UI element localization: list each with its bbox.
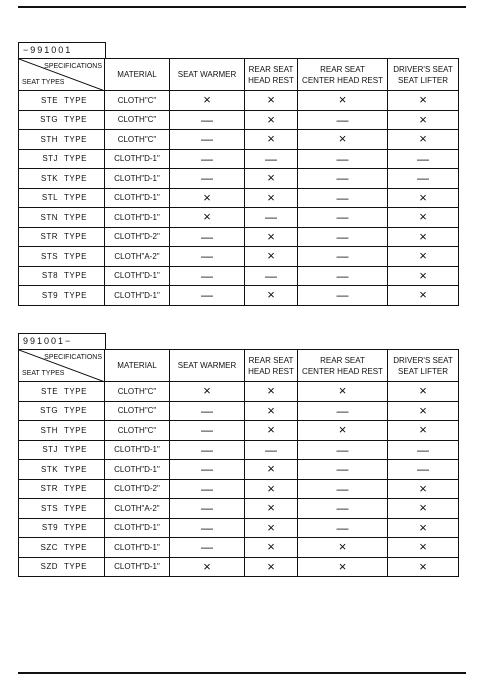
seat-type-cell: [19, 518, 105, 538]
seat-type-cell: [19, 266, 105, 286]
corner-header: [19, 59, 105, 91]
equipped-mark: ×: [419, 480, 427, 496]
seat-code: ST8: [41, 271, 59, 281]
not-equipped-mark: —: [201, 423, 213, 438]
not-equipped-mark: —: [336, 403, 349, 418]
not-equipped-mark: —: [201, 501, 213, 516]
rear-center-head-rest-cell: [298, 401, 388, 421]
equipped-mark: ×: [338, 558, 347, 574]
rear-head-rest-cell: [245, 286, 298, 306]
seat-warmer-cell: [170, 247, 245, 267]
material-cell: CLOTH"C": [105, 401, 170, 421]
equipped-mark: ×: [419, 92, 427, 108]
seat-code: STH: [40, 134, 59, 144]
seat-code: STS: [40, 251, 59, 261]
rear-head-rest-cell: [245, 538, 298, 558]
not-equipped-mark: —: [336, 190, 349, 205]
seat-types-label: SEAT TYPES: [22, 370, 65, 377]
rear-head-rest-cell: [245, 440, 298, 460]
equipped-mark: ×: [338, 422, 347, 438]
rear-head-rest-header: REAR SEAT HEAD REST: [245, 59, 298, 91]
rear-head-rest-cell: [245, 460, 298, 480]
type-label: TYPE: [64, 95, 87, 105]
material-header: MATERIAL: [105, 59, 170, 91]
seat-warmer-cell: [170, 440, 245, 460]
rear-center-head-rest-cell: [298, 247, 388, 267]
material-cell: CLOTH"D-1": [105, 538, 170, 558]
equipped-mark: ×: [267, 383, 275, 399]
not-equipped-mark: —: [417, 171, 429, 186]
rear-center-head-rest-cell: [298, 538, 388, 558]
equipped-mark: ×: [419, 189, 427, 205]
equipped-mark: ×: [267, 287, 275, 303]
not-equipped-mark: —: [265, 442, 277, 457]
seat-warmer-cell: [170, 382, 245, 402]
not-equipped-mark: —: [417, 151, 429, 166]
not-equipped-mark: —: [336, 151, 349, 166]
table-row: [19, 518, 459, 538]
material-cell: CLOTH"D-1": [105, 440, 170, 460]
seat-type-cell: [19, 382, 105, 402]
rear-center-head-rest-cell: [298, 149, 388, 169]
table-body: [19, 382, 459, 577]
table-body: [19, 91, 459, 306]
seat-code: STG: [40, 406, 59, 416]
equipped-mark: ×: [267, 402, 275, 418]
seat-warmer-cell: [170, 188, 245, 208]
rear-head-rest-cell: [245, 188, 298, 208]
table-row: [19, 169, 459, 189]
equipped-mark: ×: [338, 539, 347, 555]
type-label: TYPE: [64, 386, 87, 396]
seat-warmer-header: SEAT WARMER: [170, 59, 245, 91]
type-label: TYPE: [64, 290, 87, 300]
rear-center-head-rest-cell: [298, 208, 388, 228]
rear-head-rest-header: REAR SEAT HEAD REST: [245, 350, 298, 382]
seat-warmer-cell: [170, 208, 245, 228]
seat-code: STJ: [42, 445, 59, 455]
equipped-mark: ×: [267, 111, 275, 127]
seat-spec-table: [18, 58, 459, 306]
seat-code: STR: [40, 484, 59, 494]
rear-center-head-rest-cell: [298, 479, 388, 499]
model-code-range: −991001: [18, 42, 106, 58]
rear-center-head-rest-cell: [298, 188, 388, 208]
seat-code: STS: [40, 503, 59, 513]
rear-center-head-rest-header: REAR SEAT CENTER HEAD REST: [298, 350, 388, 382]
material-cell: CLOTH"D-1": [105, 188, 170, 208]
not-equipped-mark: —: [336, 442, 349, 457]
seat-code: STE: [40, 386, 59, 396]
seat-warmer-cell: [170, 266, 245, 286]
rear-head-rest-cell: [245, 266, 298, 286]
material-cell: CLOTH"D-1": [105, 169, 170, 189]
type-label: TYPE: [64, 464, 87, 474]
rear-head-rest-cell: [245, 149, 298, 169]
seat-types-label: SEAT TYPES: [22, 79, 65, 86]
table-row: [19, 286, 459, 306]
rear-center-head-rest-cell: [298, 460, 388, 480]
rear-head-rest-cell: [245, 227, 298, 247]
not-equipped-mark: —: [336, 249, 349, 264]
seat-type-cell: [19, 227, 105, 247]
equipped-mark: ×: [419, 228, 427, 244]
model-code-range: 991001−: [18, 333, 106, 349]
seat-warmer-cell: [170, 538, 245, 558]
equipped-mark: ×: [419, 402, 427, 418]
equipped-mark: ×: [267, 558, 275, 574]
equipped-mark: ×: [203, 209, 211, 225]
seat-code: STJ: [42, 154, 59, 164]
seat-type-cell: [19, 499, 105, 519]
equipped-mark: ×: [419, 558, 427, 574]
seat-warmer-cell: [170, 91, 245, 111]
rear-center-head-rest-cell: [298, 421, 388, 441]
not-equipped-mark: —: [201, 132, 213, 147]
rear-head-rest-cell: [245, 499, 298, 519]
seat-code: ST9: [41, 290, 59, 300]
seat-lifter-cell: [388, 110, 459, 130]
rear-center-head-rest-cell: [298, 110, 388, 130]
type-label: TYPE: [64, 193, 87, 203]
rear-center-head-rest-cell: [298, 91, 388, 111]
seat-warmer-header: SEAT WARMER: [170, 350, 245, 382]
type-label: TYPE: [64, 425, 87, 435]
rear-center-head-rest-cell: [298, 266, 388, 286]
seat-code: ST9: [41, 523, 59, 533]
seat-lifter-cell: [388, 460, 459, 480]
table-row: [19, 479, 459, 499]
seat-warmer-cell: [170, 286, 245, 306]
not-equipped-mark: —: [336, 171, 349, 186]
not-equipped-mark: —: [201, 462, 213, 477]
type-label: TYPE: [64, 523, 87, 533]
seat-type-cell: [19, 479, 105, 499]
seat-lifter-cell: [388, 149, 459, 169]
driver-seat-lifter-header: DRIVER'S SEAT SEAT LIFTER: [388, 350, 459, 382]
seat-lifter-cell: [388, 188, 459, 208]
rear-center-head-rest-cell: [298, 130, 388, 150]
table-row: [19, 227, 459, 247]
seat-type-cell: [19, 110, 105, 130]
rear-center-head-rest-cell: [298, 227, 388, 247]
spec-table-block-1: [18, 40, 459, 306]
equipped-mark: ×: [267, 461, 275, 477]
not-equipped-mark: —: [336, 112, 349, 127]
table-row: [19, 421, 459, 441]
seat-type-cell: [19, 91, 105, 111]
not-equipped-mark: —: [336, 268, 349, 283]
material-cell: CLOTH"D-1": [105, 286, 170, 306]
seat-type-cell: [19, 188, 105, 208]
table-row: [19, 266, 459, 286]
seat-warmer-cell: [170, 110, 245, 130]
type-label: TYPE: [64, 406, 87, 416]
seat-lifter-cell: [388, 227, 459, 247]
rear-center-head-rest-cell: [298, 518, 388, 538]
equipped-mark: ×: [267, 170, 275, 186]
seat-warmer-cell: [170, 421, 245, 441]
type-label: TYPE: [64, 251, 87, 261]
rear-center-head-rest-cell: [298, 557, 388, 577]
corner-header: [19, 350, 105, 382]
type-label: TYPE: [64, 271, 87, 281]
equipped-mark: ×: [267, 480, 275, 496]
seat-type-cell: [19, 208, 105, 228]
equipped-mark: ×: [267, 228, 275, 244]
rear-head-rest-cell: [245, 401, 298, 421]
seat-code: STE: [40, 95, 59, 105]
rear-head-rest-cell: [245, 382, 298, 402]
material-cell: CLOTH"C": [105, 421, 170, 441]
seat-lifter-cell: [388, 382, 459, 402]
seat-lifter-cell: [388, 266, 459, 286]
not-equipped-mark: —: [201, 249, 213, 264]
equipped-mark: ×: [203, 558, 211, 574]
not-equipped-mark: —: [417, 442, 429, 457]
table-row: [19, 382, 459, 402]
equipped-mark: ×: [203, 189, 211, 205]
seat-code: STR: [40, 232, 59, 242]
specifications-label: SPECIFICATIONS: [44, 63, 102, 70]
seat-type-cell: [19, 401, 105, 421]
not-equipped-mark: —: [201, 442, 213, 457]
not-equipped-mark: —: [336, 501, 349, 516]
not-equipped-mark: —: [201, 481, 213, 496]
equipped-mark: ×: [203, 383, 211, 399]
not-equipped-mark: —: [336, 288, 349, 303]
type-label: TYPE: [64, 232, 87, 242]
equipped-mark: ×: [419, 539, 427, 555]
equipped-mark: ×: [267, 539, 275, 555]
not-equipped-mark: —: [336, 520, 349, 535]
seat-warmer-cell: [170, 149, 245, 169]
seat-type-cell: [19, 538, 105, 558]
material-cell: CLOTH"C": [105, 382, 170, 402]
table-row: [19, 557, 459, 577]
seat-lifter-cell: [388, 440, 459, 460]
seat-type-cell: [19, 130, 105, 150]
type-label: TYPE: [64, 484, 87, 494]
rear-center-head-rest-header: REAR SEAT CENTER HEAD REST: [298, 59, 388, 91]
type-label: TYPE: [64, 115, 87, 125]
seat-lifter-cell: [388, 499, 459, 519]
not-equipped-mark: —: [201, 288, 213, 303]
type-label: TYPE: [64, 445, 87, 455]
rear-head-rest-cell: [245, 91, 298, 111]
type-label: TYPE: [64, 154, 87, 164]
type-label: TYPE: [64, 134, 87, 144]
seat-code: SZC: [40, 542, 59, 552]
rear-center-head-rest-cell: [298, 499, 388, 519]
seat-code: STL: [41, 193, 59, 203]
table-row: [19, 499, 459, 519]
not-equipped-mark: —: [201, 540, 213, 555]
material-cell: CLOTH"D-2": [105, 479, 170, 499]
not-equipped-mark: —: [336, 481, 349, 496]
type-label: TYPE: [64, 562, 87, 572]
seat-warmer-cell: [170, 479, 245, 499]
equipped-mark: ×: [419, 519, 427, 535]
seat-warmer-cell: [170, 401, 245, 421]
not-equipped-mark: —: [336, 229, 349, 244]
rear-center-head-rest-cell: [298, 440, 388, 460]
equipped-mark: ×: [419, 500, 427, 516]
equipped-mark: ×: [419, 422, 427, 438]
seat-lifter-cell: [388, 538, 459, 558]
seat-warmer-cell: [170, 460, 245, 480]
material-cell: CLOTH"D-1": [105, 460, 170, 480]
table-row: [19, 208, 459, 228]
seat-lifter-cell: [388, 421, 459, 441]
material-cell: CLOTH"C": [105, 110, 170, 130]
not-equipped-mark: —: [201, 151, 213, 166]
not-equipped-mark: —: [201, 229, 213, 244]
not-equipped-mark: —: [201, 520, 213, 535]
seat-code: STN: [40, 212, 59, 222]
material-cell: CLOTH"D-1": [105, 266, 170, 286]
not-equipped-mark: —: [201, 112, 213, 127]
seat-lifter-cell: [388, 518, 459, 538]
rear-head-rest-cell: [245, 518, 298, 538]
material-cell: CLOTH"C": [105, 130, 170, 150]
equipped-mark: ×: [267, 500, 275, 516]
top-rule: [18, 6, 466, 8]
seat-warmer-cell: [170, 499, 245, 519]
equipped-mark: ×: [419, 131, 427, 147]
not-equipped-mark: —: [336, 462, 349, 477]
material-header: MATERIAL: [105, 350, 170, 382]
spec-table-block-2: [18, 331, 459, 577]
not-equipped-mark: —: [265, 151, 277, 166]
seat-type-cell: [19, 557, 105, 577]
not-equipped-mark: —: [201, 268, 213, 283]
rear-head-rest-cell: [245, 110, 298, 130]
material-cell: CLOTH"D-1": [105, 518, 170, 538]
seat-type-cell: [19, 169, 105, 189]
rear-head-rest-cell: [245, 130, 298, 150]
seat-type-cell: [19, 247, 105, 267]
material-cell: CLOTH"D-1": [105, 557, 170, 577]
equipped-mark: ×: [267, 92, 275, 108]
table-row: [19, 149, 459, 169]
seat-warmer-cell: [170, 518, 245, 538]
seat-lifter-cell: [388, 130, 459, 150]
equipped-mark: ×: [419, 267, 427, 283]
table-row: [19, 91, 459, 111]
table-row: [19, 440, 459, 460]
table-row: [19, 460, 459, 480]
not-equipped-mark: —: [336, 210, 349, 225]
seat-warmer-cell: [170, 169, 245, 189]
equipped-mark: ×: [419, 111, 427, 127]
seat-lifter-cell: [388, 247, 459, 267]
equipped-mark: ×: [419, 287, 427, 303]
type-label: TYPE: [64, 503, 87, 513]
material-cell: CLOTH"A-2": [105, 499, 170, 519]
driver-seat-lifter-header: DRIVER'S SEAT SEAT LIFTER: [388, 59, 459, 91]
seat-lifter-cell: [388, 91, 459, 111]
equipped-mark: ×: [267, 519, 275, 535]
equipped-mark: ×: [267, 422, 275, 438]
table-row: [19, 538, 459, 558]
type-label: TYPE: [64, 542, 87, 552]
seat-code: STK: [40, 173, 59, 183]
rear-center-head-rest-cell: [298, 382, 388, 402]
table-row: [19, 130, 459, 150]
seat-lifter-cell: [388, 169, 459, 189]
seat-lifter-cell: [388, 286, 459, 306]
seat-code: STK: [40, 464, 59, 474]
equipped-mark: ×: [419, 383, 427, 399]
rear-center-head-rest-cell: [298, 286, 388, 306]
seat-code: STH: [40, 425, 59, 435]
specifications-label: SPECIFICATIONS: [44, 354, 102, 361]
not-equipped-mark: —: [201, 171, 213, 186]
seat-type-cell: [19, 460, 105, 480]
bottom-rule: [18, 672, 466, 674]
equipped-mark: ×: [338, 92, 347, 108]
rear-head-rest-cell: [245, 421, 298, 441]
equipped-mark: ×: [267, 131, 275, 147]
seat-code: SZD: [40, 562, 59, 572]
material-cell: CLOTH"D-2": [105, 227, 170, 247]
seat-type-cell: [19, 421, 105, 441]
table-row: [19, 247, 459, 267]
table-row: [19, 401, 459, 421]
not-equipped-mark: —: [417, 462, 429, 477]
material-cell: CLOTH"A-2": [105, 247, 170, 267]
material-cell: CLOTH"C": [105, 91, 170, 111]
seat-type-cell: [19, 286, 105, 306]
not-equipped-mark: —: [201, 403, 213, 418]
seat-type-cell: [19, 149, 105, 169]
seat-code: STG: [40, 115, 59, 125]
seat-lifter-cell: [388, 208, 459, 228]
seat-lifter-cell: [388, 557, 459, 577]
not-equipped-mark: —: [265, 268, 277, 283]
table-row: [19, 110, 459, 130]
rear-head-rest-cell: [245, 247, 298, 267]
equipped-mark: ×: [419, 248, 427, 264]
not-equipped-mark: —: [265, 210, 277, 225]
table-row: [19, 188, 459, 208]
material-cell: CLOTH"D-1": [105, 208, 170, 228]
equipped-mark: ×: [267, 189, 275, 205]
rear-head-rest-cell: [245, 479, 298, 499]
type-label: TYPE: [64, 212, 87, 222]
equipped-mark: ×: [338, 383, 347, 399]
material-cell: CLOTH"D-1": [105, 149, 170, 169]
rear-head-rest-cell: [245, 169, 298, 189]
equipped-mark: ×: [338, 131, 347, 147]
seat-type-cell: [19, 440, 105, 460]
rear-center-head-rest-cell: [298, 169, 388, 189]
equipped-mark: ×: [419, 209, 427, 225]
seat-warmer-cell: [170, 227, 245, 247]
seat-lifter-cell: [388, 401, 459, 421]
rear-head-rest-cell: [245, 557, 298, 577]
type-label: TYPE: [64, 173, 87, 183]
seat-warmer-cell: [170, 130, 245, 150]
equipped-mark: ×: [267, 248, 275, 264]
rear-head-rest-cell: [245, 208, 298, 228]
equipped-mark: ×: [203, 92, 211, 108]
seat-spec-table: [18, 349, 459, 577]
seat-warmer-cell: [170, 557, 245, 577]
seat-lifter-cell: [388, 479, 459, 499]
